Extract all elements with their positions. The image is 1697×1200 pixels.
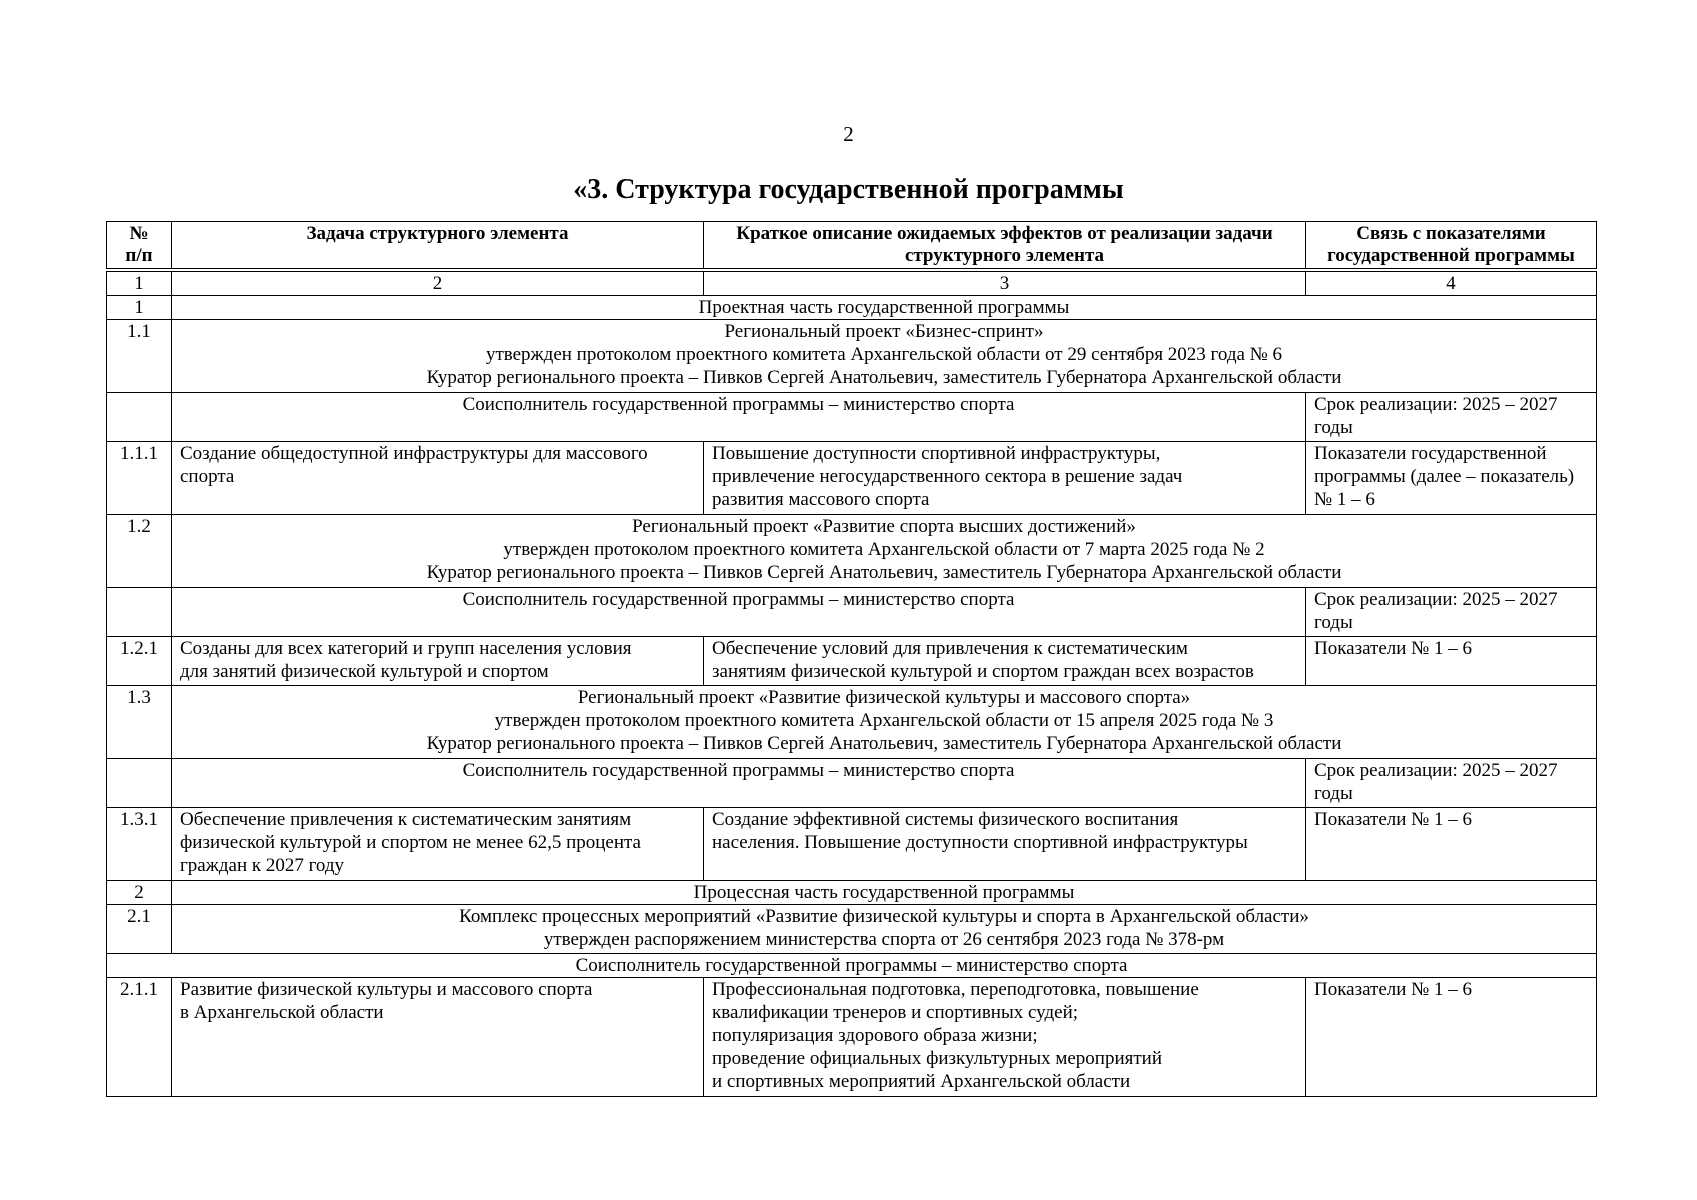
section-title: Проектная часть государственной программы [172, 296, 1597, 320]
header-indicators: Связь с показателями государственной программы [1306, 222, 1597, 271]
indicator-link: Показатели государственной программы (далее – показатель) № 1 – 6 [1306, 442, 1597, 515]
row-number: 1.3 [107, 686, 172, 759]
empty-cell [107, 393, 172, 442]
co-executor: Соисполнитель государственной программы – министерство спорта [172, 588, 1306, 637]
co-executor-row [107, 954, 1597, 978]
indicator-link: Показатели № 1 – 6 [1306, 978, 1597, 1097]
effect-text: Профессиональная подготовка, переподготовка, повышение квалификации тренеров и спортивных судей; популяризация здорового образа жизни; проведение официальных физкультурных мероприятий и спортивных мероприятий Архангельской области [704, 978, 1306, 1097]
task-row [107, 978, 1597, 1097]
project-description: Региональный проект «Бизнес-спринт» утвержден протоколом проектного комитета Архангельской области от 29 сентября 2023 года № 6 Куратор регионального проекта – Пивков Сергей Анатольевич, заместитель Губернатора Архангельской области [172, 320, 1597, 393]
page-number: 2 [843, 122, 854, 146]
page-title: «3. Структура государственной программы [573, 174, 1124, 205]
implementation-term: Срок реализации: 2025 – 2027 годы [1306, 759, 1597, 808]
implementation-term: Срок реализации: 2025 – 2027 годы [1306, 588, 1597, 637]
column-number: 3 [704, 270, 1306, 296]
co-executor: Соисполнитель государственной программы – министерство спорта [172, 393, 1306, 442]
structure-table [106, 221, 1597, 1097]
co-executor-row [107, 759, 1597, 808]
task-text: Создание общедоступной инфраструктуры для массового спорта [172, 442, 704, 515]
section-title: Процессная часть государственной программы [172, 881, 1597, 905]
implementation-term: Срок реализации: 2025 – 2027 годы [1306, 393, 1597, 442]
task-row [107, 808, 1597, 881]
task-text: Созданы для всех категорий и групп населения условия для занятий физической культурой и спортом [172, 637, 704, 686]
complex-description: Комплекс процессных мероприятий «Развитие физической культуры и спорта в Архангельской области» утвержден распоряжением министерства спорта от 26 сентября 2023 года № 378-рм [172, 905, 1597, 954]
column-numbers-row [107, 270, 1597, 296]
row-number: 1.3.1 [107, 808, 172, 881]
row-number: 1.1.1 [107, 442, 172, 515]
table-header-row [107, 222, 1597, 271]
row-number: 1.2 [107, 515, 172, 588]
project-description: Региональный проект «Развитие спорта высших достижений» утвержден протоколом проектного комитета Архангельской области от 7 марта 2025 года № 2 Куратор регионального проекта – Пивков Сергей Анатольевич, заместитель Губернатора Архангельской области [172, 515, 1597, 588]
complex-row [107, 905, 1597, 954]
column-number: 4 [1306, 270, 1597, 296]
column-number: 2 [172, 270, 704, 296]
indicator-link: Показатели № 1 – 6 [1306, 808, 1597, 881]
effect-text: Повышение доступности спортивной инфраструктуры, привлечение негосударственного сектора в решение задач развития массового спорта [704, 442, 1306, 515]
row-number: 2.1.1 [107, 978, 172, 1097]
row-number: 2.1 [107, 905, 172, 954]
header-effects: Краткое описание ожидаемых эффектов от реализации задачи структурного элемента [704, 222, 1306, 271]
project-description: Региональный проект «Развитие физической культуры и массового спорта» утвержден протоколом проектного комитета Архангельской области от 15 апреля 2025 года № 3 Куратор регионального проекта – Пивков Сергей Анатольевич, заместитель Губернатора Архангельской области [172, 686, 1597, 759]
effect-text: Создание эффективной системы физического воспитания населения. Повышение доступности спортивной инфраструктуры [704, 808, 1306, 881]
header-task: Задача структурного элемента [172, 222, 704, 271]
project-row [107, 686, 1597, 759]
task-text: Развитие физической культуры и массового спорта в Архангельской области [172, 978, 704, 1097]
empty-cell [107, 588, 172, 637]
task-text: Обеспечение привлечения к систематическим занятиям физической культурой и спортом не менее 62,5 процента граждан к 2027 году [172, 808, 704, 881]
indicator-link: Показатели № 1 – 6 [1306, 637, 1597, 686]
effect-text: Обеспечение условий для привлечения к систематическим занятиям физической культурой и спортом граждан всех возрастов [704, 637, 1306, 686]
co-executor-row [107, 588, 1597, 637]
project-row [107, 515, 1597, 588]
empty-cell [107, 759, 172, 808]
section-row [107, 881, 1597, 905]
co-executor: Соисполнитель государственной программы – министерство спорта [172, 759, 1306, 808]
row-number: 1.2.1 [107, 637, 172, 686]
section-row [107, 296, 1597, 320]
task-row [107, 442, 1597, 515]
project-row [107, 320, 1597, 393]
row-number: 1 [107, 296, 172, 320]
task-row [107, 637, 1597, 686]
column-number: 1 [107, 270, 172, 296]
co-executor: Соисполнитель государственной программы – министерство спорта [107, 954, 1597, 978]
co-executor-row [107, 393, 1597, 442]
row-number: 1.1 [107, 320, 172, 393]
header-number: № п/п [107, 222, 172, 271]
row-number: 2 [107, 881, 172, 905]
